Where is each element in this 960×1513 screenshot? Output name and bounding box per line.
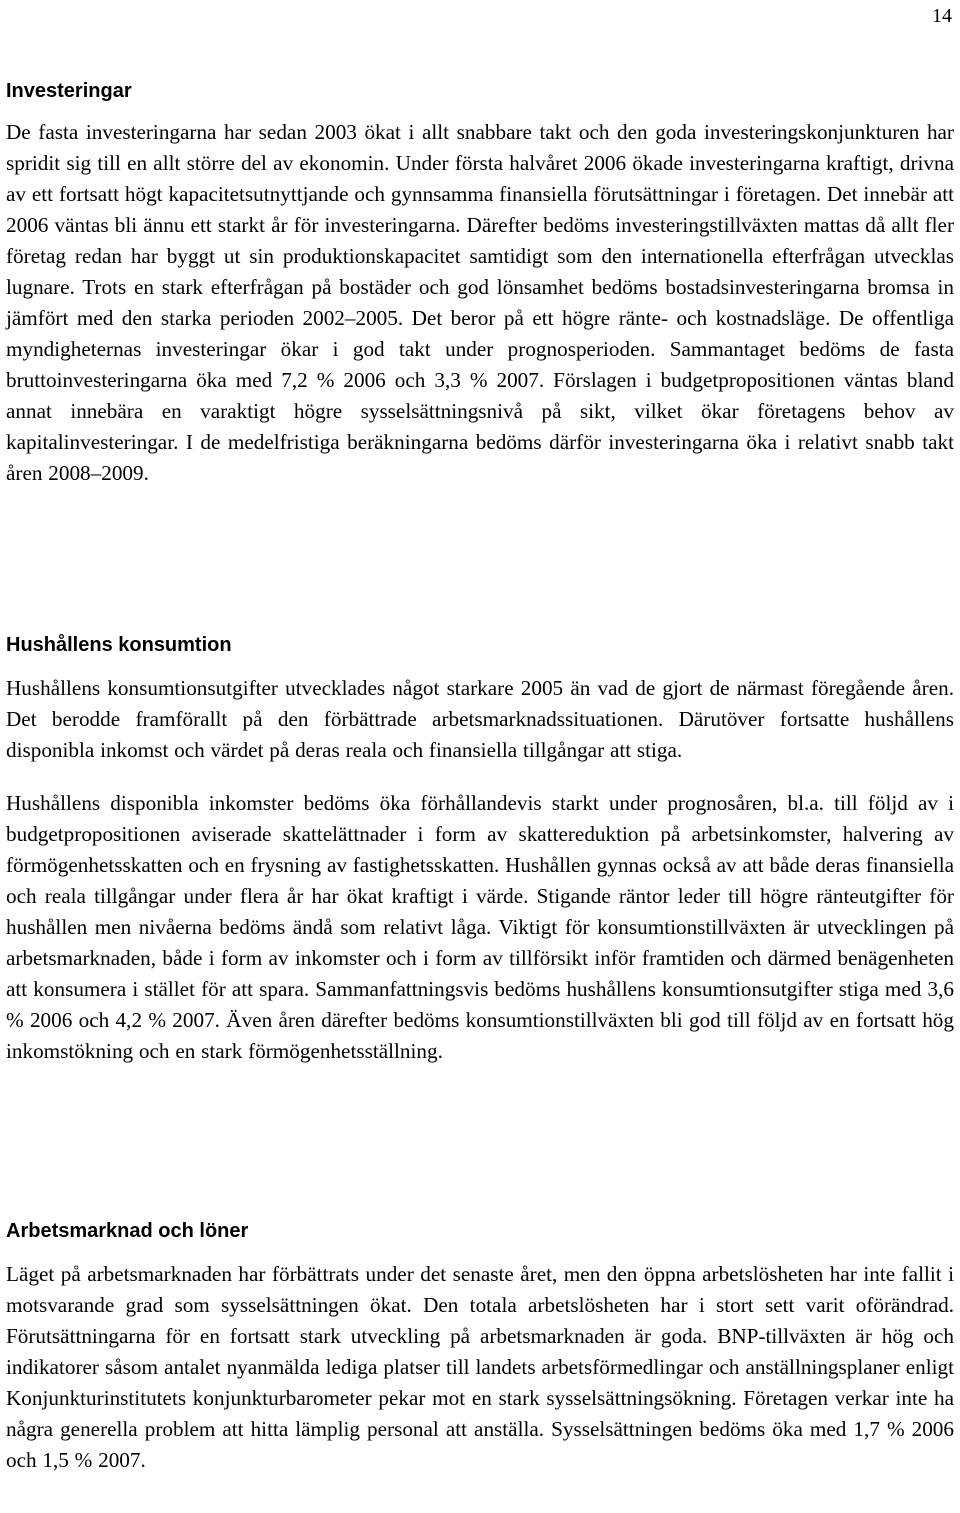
paragraph: Hushållens disponibla inkomster bedöms öka förhållandevis starkt under prognosåren, bl.a. till följd av i budgetpropositionen aviserade skattelättnader i form av skattereduktion på arbetsinkomster, halvering av förmögenhetsskatten och en frysning av fastighetsskatten. Hushållen gynnas också av att både deras finansiella och reala tillgångar under flera år har ökat kraftigt i värde. Stigande räntor leder till högre ränteutgifter för hushållen men nivåerna bedöms ändå som relativt låga. Viktigt för konsumtionstillväxten är utvecklingen på arbetsmarknaden, både i form av inkomster och i form av tillförsikt inför framtiden och därmed benägenheten att konsumera i stället för att spara. Sammanfattningsvis bedöms hushållens konsumtionsutgifter stiga med 3,6 % 2006 och 4,2 % 2007. Även åren därefter bedöms konsumtionstillväxten bli god till följd av en fortsatt hög inkomstökning och en stark förmögenhetsställning.: [6, 791, 954, 1063]
section-heading: Arbetsmarknad och löner: [6, 1220, 249, 1242]
section-heading: Hushållens konsumtion: [6, 634, 232, 656]
page-number: 14: [932, 5, 952, 27]
paragraph: Hushållens konsumtionsutgifter utvecklades något starkare 2005 än vad de gjort de närmast föregående åren. Det berodde framförallt på den förbättrade arbetsmarknadssituationen. Därutöver fortsatte hushållens disponibla inkomst och värdet på deras reala och finansiella tillgångar att stiga.: [6, 676, 954, 762]
section-heading: Investeringar: [6, 80, 132, 102]
section-arbetsmarknad-och-loner: [6, 1219, 954, 1476]
section-hushallens-konsumtion: [6, 633, 954, 1067]
paragraph: Läget på arbetsmarknaden har förbättrats under det senaste året, men den öppna arbetslösheten har inte fallit i motsvarande grad som sysselsättningen ökat. Den totala arbetslösheten har i stort sett varit oförändrad. Förutsättningarna för en fortsatt stark utveckling på arbetsmarknaden är goda. BNP-tillväxten är hög och indikatorer såsom antalet nyanmälda lediga platser till landets arbetsförmedlingar och anställningsplaner enligt Konjunkturinstitutets konjunkturbarometer pekar mot en stark sysselsättningsökning. Företagen verkar inte ha några generella problem att hitta lämplig personal att anställa. Sysselsättningen bedöms öka med 1,7 % 2006 och 1,5 % 2007.: [6, 1262, 954, 1472]
section-investeringar: [6, 79, 954, 489]
paragraph: De fasta investeringarna har sedan 2003 ökat i allt snabbare takt och den goda investeringskonjunkturen har spridit sig till en allt större del av ekonomin. Under första halvåret 2006 ökade investeringarna kraftigt, drivna av ett fortsatt högt kapacitetsutnyttjande och gynnsamma finansiella förutsättningar i företagen. Det innebär att 2006 väntas bli ännu ett starkt år för investeringarna. Därefter bedöms investeringstillväxten mattas då allt fler företag redan har byggt ut sin produktionskapacitet samtidigt som den internationella efterfrågan utvecklas lugnare. Trots en stark efterfrågan på bostäder och god lönsamhet bedöms bostadsinvesteringarna bromsa in jämfört med den starka perioden 2002–2005. Det beror på ett högre ränte- och kostnadsläge. De offentliga myndigheternas investeringar ökar i god takt under prognosperioden. Sammantaget bedöms de fasta bruttoinvesteringarna öka med 7,2 % 2006 och 3,3 % 2007. Förslagen i budgetpropositionen väntas bland annat innebära en varaktigt högre sysselsättningsnivå på sikt, vilket ökar företagens behov av kapitalinvesteringar. I de medelfristiga beräkningarna bedöms därför investeringarna öka i relativt snabb takt åren 2008–2009.: [6, 120, 954, 485]
